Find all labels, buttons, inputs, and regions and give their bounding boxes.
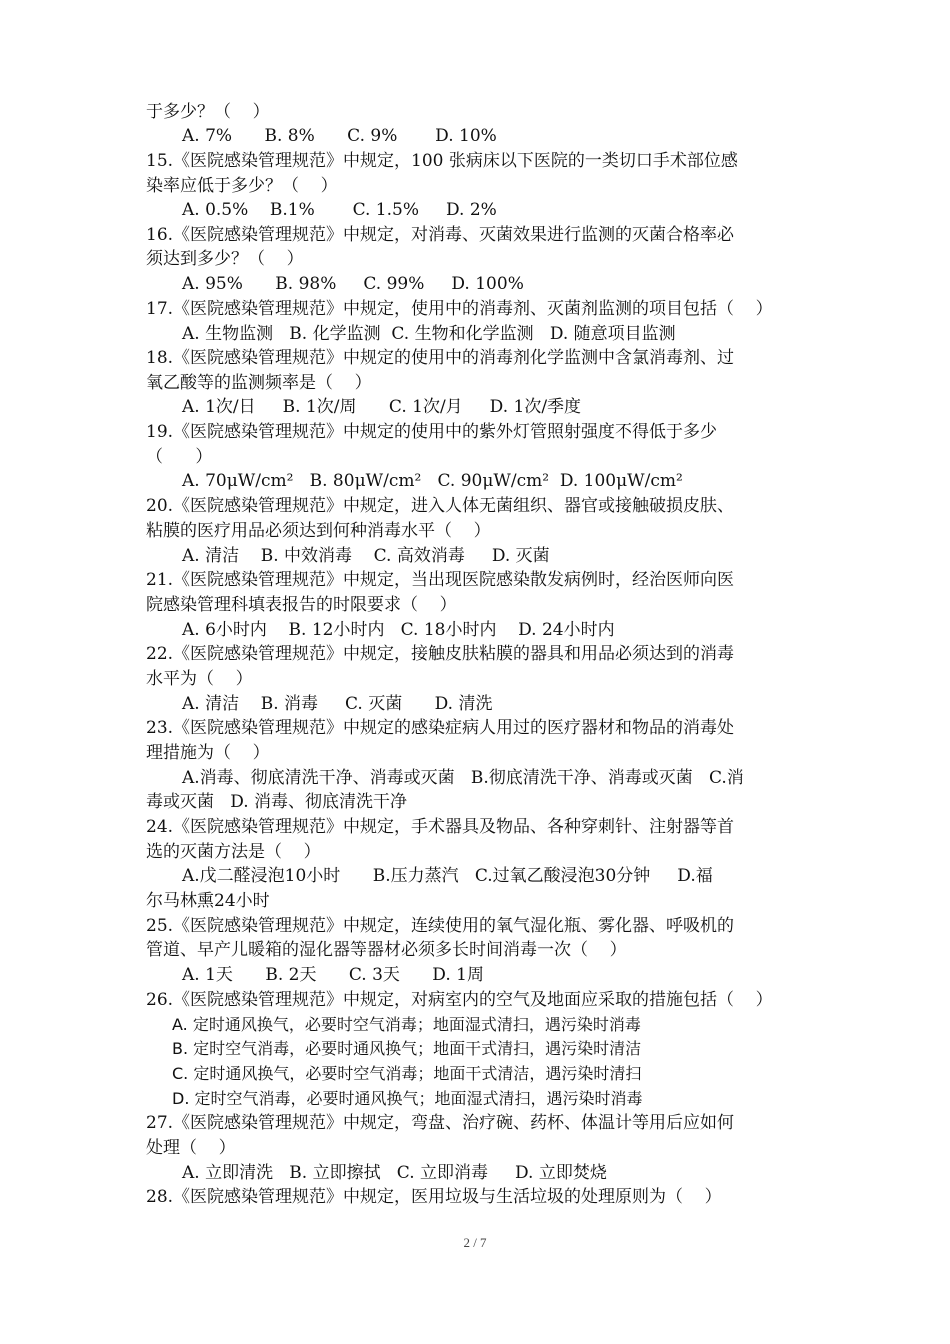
question-24-line1: 24.《医院感染管理规范》中规定，手术器具及物品、各种穿刺针、注射器等首 [146, 817, 735, 837]
q26-option-b: B. 定时空气消毒，必要时通风换气；地面干式清扫，遇污染时清洁 [172, 1039, 642, 1058]
question-27-line1: 27.《医院感染管理规范》中规定，弯盘、治疗碗、药杯、体温计等用后应如何 [146, 1113, 735, 1133]
question-21-line2: 院感染管理科填表报告的时限要求（ ） [146, 595, 457, 615]
question-23-line1: 23.《医院感染管理规范》中规定的感染症病人用过的医疗器材和物品的消毒处 [146, 718, 735, 738]
q26-option-a: A. 定时通风换气，必要时空气消毒；地面湿式清扫，遇污染时消毒 [172, 1015, 641, 1034]
question-28: 28.《医院感染管理规范》中规定，医用垃圾与生活垃圾的处理原则为（ ） [146, 1187, 722, 1207]
q24-options-line2: 尔马林熏24小时 [146, 891, 270, 911]
question-20-line2: 粘膜的医疗用品必须达到何种消毒水平（ ） [146, 521, 491, 541]
q14-options: A. 7% B. 8% C. 9% D. 10% [182, 126, 497, 146]
q17-options: A. 生物监测 B. 化学监测 C. 生物和化学监测 D. 随意项目监测 [182, 324, 676, 344]
q22-options: A. 清洁 B. 消毒 C. 灭菌 D. 清洗 [182, 694, 493, 714]
q18-options: A. 1次/日 B. 1次/周 C. 1次/月 D. 1次/季度 [182, 397, 582, 417]
question-16-line1: 16.《医院感染管理规范》中规定，对消毒、灭菌效果进行监测的灭菌合格率必 [146, 225, 735, 245]
question-22-line2: 水平为（ ） [146, 669, 253, 689]
q16-options: A. 95% B. 98% C. 99% D. 100% [182, 274, 524, 294]
question-19-line2: （ ） [146, 447, 213, 467]
question-25-line2: 管道、早产儿暖箱的湿化器等器材必须多长时间消毒一次（ ） [146, 940, 627, 960]
q24-options-line1: A.戊二醛浸泡10小时 B.压力蒸汽 C.过氧乙酸浸泡30分钟 D.福 [182, 866, 713, 886]
q21-options: A. 6小时内 B. 12小时内 C. 18小时内 D. 24小时内 [182, 620, 615, 640]
question-22-line1: 22.《医院感染管理规范》中规定，接触皮肤粘膜的器具和用品必须达到的消毒 [146, 644, 735, 664]
question-17: 17.《医院感染管理规范》中规定，使用中的消毒剂、灭菌剂监测的项目包括（ ） [146, 299, 773, 319]
question-27-line2: 处理（ ） [146, 1138, 236, 1158]
question-23-line2: 理措施为（ ） [146, 743, 270, 763]
q26-option-d: D. 定时空气消毒，必要时通风换气；地面湿式清扫，遇污染时消毒 [172, 1089, 643, 1108]
question-15-line2: 染率应低于多少？（ ） [146, 176, 338, 196]
q20-options: A. 清洁 B. 中效消毒 C. 高效消毒 D. 灭菌 [182, 546, 550, 566]
question-18-line2: 氧乙酸等的监测频率是（ ） [146, 373, 372, 393]
question-18-line1: 18.《医院感染管理规范》中规定的使用中的消毒剂化学监测中含氯消毒剂、过 [146, 348, 735, 368]
q23-options-line2: 毒或灭菌 D. 消毒、彻底清洗干净 [146, 792, 408, 812]
q19-options: A. 70μW/cm² B. 80μW/cm² C. 90μW/cm² D. 100μW/cm² [182, 471, 683, 491]
question-14-continued: 于多少？（ ） [146, 102, 270, 122]
question-15-line1: 15.《医院感染管理规范》中规定，100 张病床以下医院的一类切口手术部位感 [146, 151, 738, 171]
question-20-line1: 20.《医院感染管理规范》中规定，进入人体无菌组织、器官或接触破损皮肤、 [146, 496, 735, 516]
question-16-line2: 须达到多少？（ ） [146, 249, 304, 269]
q25-options: A. 1天 B. 2天 C. 3天 D. 1周 [182, 965, 484, 985]
question-21-line1: 21.《医院感染管理规范》中规定，当出现医院感染散发病例时，经治医师向医 [146, 570, 735, 590]
page-number: 2 / 7 [463, 1235, 487, 1250]
q26-option-c: C. 定时通风换气，必要时空气消毒；地面干式清洁，遇污染时清扫 [172, 1064, 642, 1083]
q27-options: A. 立即清洗 B. 立即擦拭 C. 立即消毒 D. 立即焚烧 [182, 1163, 607, 1183]
question-26: 26.《医院感染管理规范》中规定，对病室内的空气及地面应采取的措施包括（ ） [146, 990, 773, 1010]
question-25-line1: 25.《医院感染管理规范》中规定，连续使用的氧气湿化瓶、雾化器、呼吸机的 [146, 916, 735, 936]
question-19-line1: 19.《医院感染管理规范》中规定的使用中的紫外灯管照射强度不得低于多少 [146, 422, 718, 442]
question-24-line2: 选的灭菌方法是（ ） [146, 842, 321, 862]
q23-options-line1: A.消毒、彻底清洗干净、消毒或灭菌 B.彻底清洗干净、消毒或灭菌 C.消 [182, 768, 744, 788]
q15-options: A. 0.5% B.1% C. 1.5% D. 2% [182, 200, 497, 220]
